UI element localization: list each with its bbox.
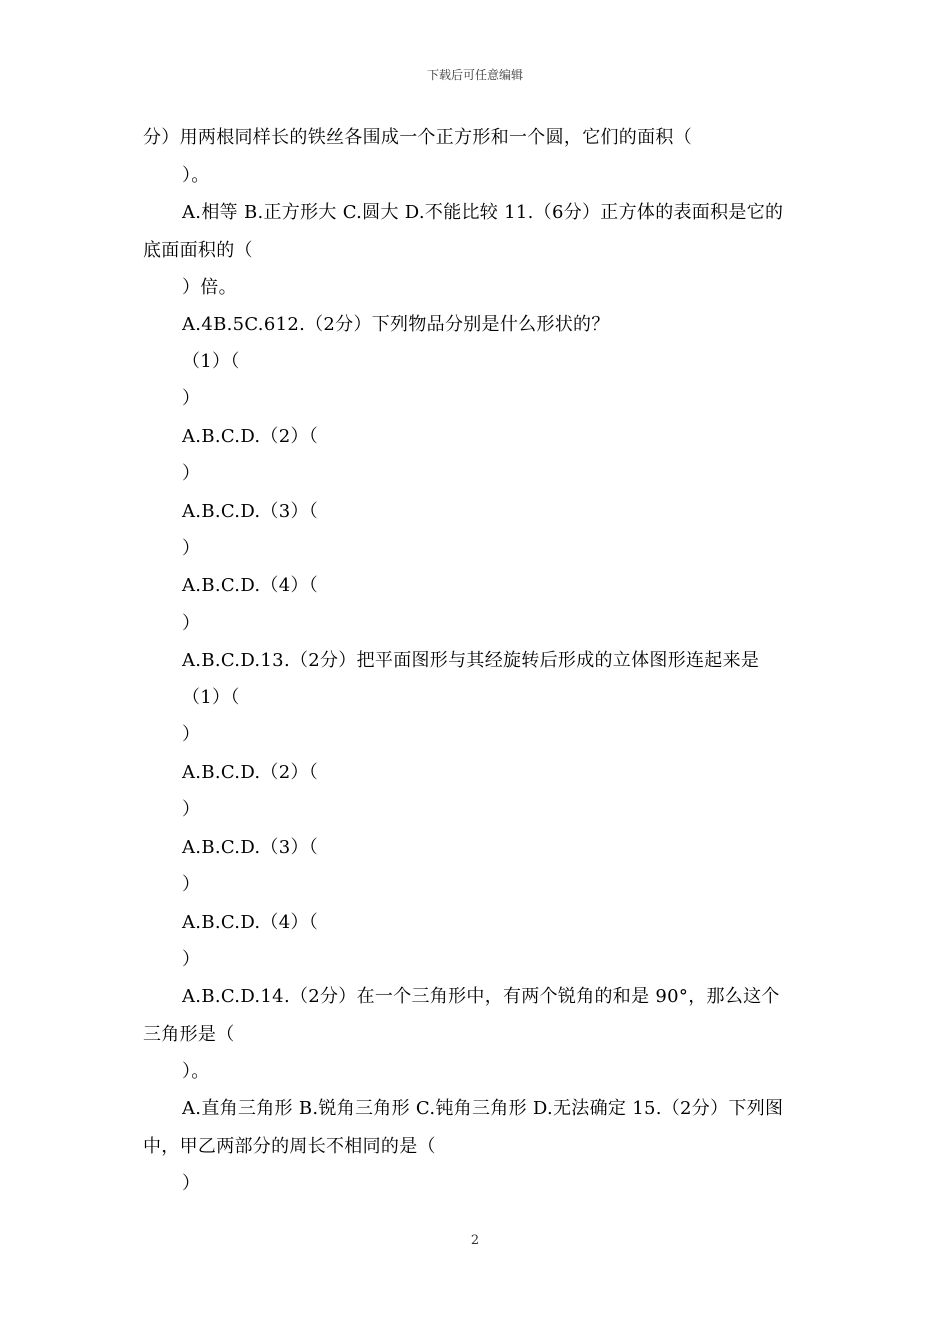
- text-line: A.相等 B.正方形大 C.圆大 D.不能比较 11.（6分）正方体的表面积是它的: [182, 202, 784, 223]
- text-line: A.B.C.D.（2）（: [182, 762, 319, 783]
- text-line: A.B.C.D.（4）（: [182, 575, 319, 596]
- text-line: ）: [182, 613, 201, 634]
- text-line: ）: [182, 724, 201, 745]
- page-header: 下载后可任意编辑: [426, 68, 523, 82]
- text-line: A.B.C.D.（3）（: [182, 837, 319, 858]
- text-line: ）: [182, 949, 201, 970]
- text-line: A.B.C.D.13.（2分）把平面图形与其经旋转后形成的立体图形连起来是: [182, 650, 760, 671]
- text-line: ）倍。: [182, 277, 237, 298]
- text-line: ）。: [182, 1061, 210, 1082]
- text-line: （1）（: [182, 351, 240, 372]
- text-line: A.B.C.D.（2）（: [182, 426, 319, 447]
- text-line: A.B.C.D.14.（2分）在一个三角形中，有两个锐角的和是 90°，那么这个: [182, 986, 780, 1007]
- text-line: A.4B.5C.612.（2分）下列物品分别是什么形状的？: [182, 314, 610, 335]
- page-number: 2: [470, 1233, 480, 1248]
- text-line: ）。: [182, 165, 210, 186]
- text-line: 三角形是（: [143, 1024, 235, 1045]
- text-line: A.直角三角形 B.锐角三角形 C.钝角三角形 D.无法确定 15.（2分）下列图: [182, 1098, 784, 1119]
- text-line: （1）（: [182, 687, 240, 708]
- text-line: A.B.C.D.（4）（: [182, 912, 319, 933]
- text-line: ）: [182, 799, 201, 820]
- text-line: ）: [182, 463, 201, 484]
- text-line: ）: [182, 1173, 201, 1194]
- text-line: 分）用两根同样长的铁丝各围成一个正方形和一个圆，它们的面积（: [143, 127, 692, 148]
- text-line: ）: [182, 874, 201, 895]
- text-line: ）: [182, 388, 201, 409]
- text-line: 中，甲乙两部分的周长不相同的是（: [143, 1136, 436, 1157]
- text-line: A.B.C.D.（3）（: [182, 501, 319, 522]
- text-line: 底面面积的（: [143, 240, 253, 261]
- text-line: ）: [182, 538, 201, 559]
